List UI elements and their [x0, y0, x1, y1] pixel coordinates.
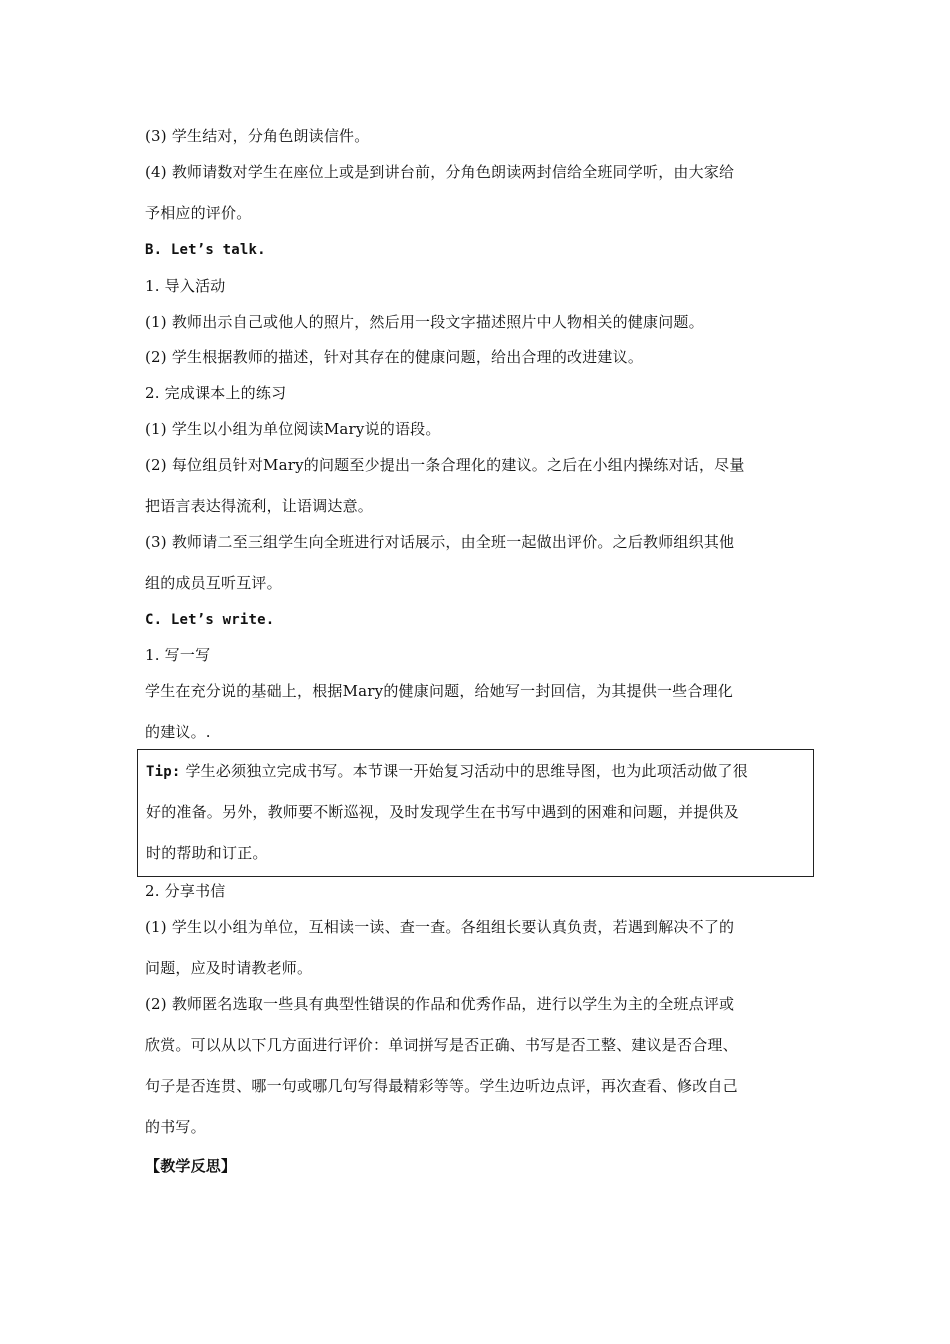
text-line: (2) 教师匿名选取一些具有典型性错误的作品和优秀作品，进行以学生为主的全班点评或 [145, 995, 735, 1013]
tip-box [137, 749, 814, 877]
tip-line [146, 761, 748, 782]
tip-line: 时的帮助和订正。 [146, 844, 268, 862]
tip-label: Tip: [146, 764, 181, 780]
text-line: 2. 完成课本上的练习 [145, 384, 287, 402]
text-line: 的建议。. [145, 723, 211, 741]
text-line: 欣赏。可以从以下几方面进行评价：单词拼写是否正确、书写是否工整、建议是否合理、 [145, 1036, 738, 1054]
tip-text: 学生必须独立完成书写。本节课一开始复习活动中的思维导图，也为此项活动做了很 [185, 762, 748, 780]
text-line: (1) 学生以小组为单位阅读Mary说的语段。 [145, 420, 441, 438]
text-line: 予相应的评价。 [145, 204, 252, 222]
text-line: (1) 学生以小组为单位，互相读一读、查一查。各组组长要认真负责，若遇到解决不了的 [145, 918, 735, 936]
text-line: 组的成员互听互评。 [145, 574, 282, 592]
text-line: 1. 写一写 [145, 646, 211, 664]
text-line: 学生在充分说的基础上，根据Mary的健康问题，给她写一封回信，为其提供一些合理化 [145, 682, 733, 700]
text-line: 的书写。 [145, 1118, 206, 1136]
section-heading-c: C. Let’s write. [145, 612, 275, 628]
text-line: (2) 学生根据教师的描述，针对其存在的健康问题，给出合理的改进建议。 [145, 348, 644, 366]
section-heading-b: B. Let’s talk. [145, 242, 266, 258]
tip-line: 好的准备。另外，教师要不断巡视，及时发现学生在书写中遇到的困难和问题，并提供及 [146, 803, 739, 821]
text-line: 2. 分享书信 [145, 882, 226, 900]
text-line: 问题，应及时请教老师。 [145, 959, 313, 977]
text-line: (2) 每位组员针对Mary的问题至少提出一条合理化的建议。之后在小组内操练对话，尽量 [145, 456, 745, 474]
text-line: (3) 教师请二至三组学生向全班进行对话展示，由全班一起做出评价。之后教师组织其他 [145, 533, 735, 551]
text-line: (4) 教师请数对学生在座位上或是到讲台前，分角色朗读两封信给全班同学听，由大家给 [145, 163, 735, 181]
text-line: 把语言表达得流利，让语调达意。 [145, 497, 374, 515]
text-line: (3) 学生结对，分角色朗读信件。 [145, 127, 370, 145]
text-line: 1. 导入活动 [145, 277, 226, 295]
text-line: (1) 教师出示自己或他人的照片，然后用一段文字描述照片中人物相关的健康问题。 [145, 313, 704, 331]
teaching-reflection-heading: 【教学反思】 [145, 1157, 237, 1175]
text-line: 句子是否连贯、哪一句或哪几句写得最精彩等等。学生边听边点评，再次查看、修改自己 [145, 1077, 738, 1095]
